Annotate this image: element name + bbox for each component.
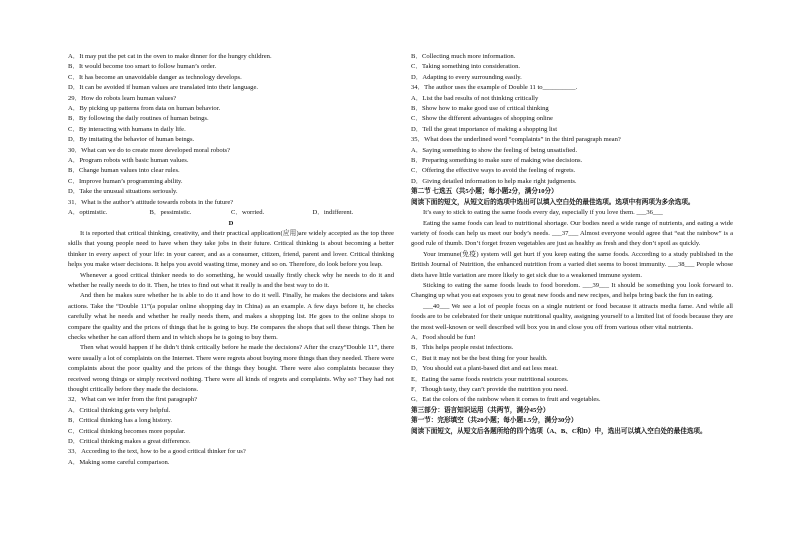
q29-option-d: D．By imitating the behavior of human beings.: [68, 136, 195, 144]
passage-d-paragraph-2: Whenever a good critical thinker needs to do something, he would usually firstly check why he needs to do it and whether he really needs to do it. Then, he tries to find out what it really is and the best way to do it.: [68, 271, 394, 289]
cloze-paragraph-4: Sticking to eating the same foods leads to food boredom. ___39___ It should be something you look forward to. Changing up what you eat exposes you to great new foods and new recipes, and helps bring back the fun in eating.: [411, 281, 733, 300]
q29-option-b: B．By following the daily routines of human beings.: [68, 115, 209, 123]
passage-d-heading: D: [228, 219, 234, 227]
cloze-option-f: F．Though tasty, they can’t provide the nutrition you need.: [411, 386, 568, 393]
q34-option-c: C．Show the different advantages of shopping online: [411, 115, 553, 123]
passage-d-paragraph-4: Then what would happen if he didn’t think critically before he made the decisions? After the crazy“Double 11”, there were usually a lot of complaints on the Internet. There were regrets about buying more things than they needed. There were complaints about the poor quality and the prices of the things they bought. There were also complaints because they received wrong things or simply received nothing. There were all kinds of regrets and complaints. Why so? They had not thought critically before they made the decisions.: [68, 344, 394, 393]
q28-option-d: D．It can be avoided if human values are translated into their language.: [68, 84, 259, 92]
part3-instructions: 阅读下面短文，从短文后各题所给的四个选项（A、B、C和D）中，选出可以填入空白处的最佳选项。: [411, 427, 707, 435]
q33-option-b: B．Collecting much more information.: [411, 53, 516, 60]
q30-option-c: C．Improve human’s programming ability.: [68, 177, 183, 185]
part3-sub-heading: 第一节：完形填空（共20小题；每小题1.5分，满分30分）: [411, 417, 578, 425]
cloze-paragraph-2: Eating the same foods can lead to nutritional shortage. Our bodies need a wide range of nutrients, and eating a wide variety of foods can help us meet our body’s needs. ___37___ Almost everyone would agree that “eat the rainbow” is a good rule of thumb. Don’t forget frozen vegetables are just as healthy as fresh and they don’t spoil as quickly.: [411, 219, 733, 248]
passage-d-paragraph-3: And then he makes sure whether he is able to do it and how to do it well. Finally, he makes the decisions and takes actions. Take the “Double 11”(a popular online shopping day in China) as an example. A few days before it, he checks carefully what he needs and whether he really needs them, and makes a shopping list. He goes to the online shops to compare the quality and the prices of things that he is going to buy. He compares the shops that sell these things. Then he checks whether he can afford them and in which shops he is going to buy them.: [68, 292, 394, 341]
q29-stem: 29．How do robots learn human values?: [68, 94, 177, 102]
cloze-option-a: A．Food should be fun!: [411, 333, 476, 341]
q31-options: [68, 208, 394, 218]
q30-stem: 30．What can we do to create more developed moral robots?: [68, 146, 231, 154]
q30-option-b: B．Change human values into clear rules.: [68, 167, 180, 175]
q34-stem: 34．The author uses the example of Double 11 to__________.: [411, 84, 578, 92]
cloze-paragraph-5: ___40___ We see a lot of people focus on a single nutrient or food because it attracts media fame. And while all foods are to be celebrated for their unique nutritional quality, assigning yourself to a limited list of foods because they are the most well-known or well described will box you in and close you off from various other vital nutrients.: [411, 302, 733, 331]
q29-option-c: C．By interacting with humans in daily life.: [68, 125, 186, 133]
right-column: [411, 52, 733, 437]
cloze-paragraph-1: It’s easy to stick to eating the same foods every day, especially if you love them. ___36___: [423, 209, 663, 217]
q34-option-d: D．Tell the great importance of making a shopping list: [411, 125, 558, 133]
q29-option-a: A．By picking up patterns from data on human behavior.: [68, 105, 221, 113]
q34-option-b: B．Show how to make good use of critical thinking: [411, 105, 549, 113]
cloze-paragraph-3: Your immune(免疫) system will get hurt if you keep eating the same foods. According to a study published in the British Journal of Nutrition, the enhanced nutrition from a varied diet seems to boost immunity. ___38___ People whose diets have little variation are more likely to get sick due to a weakened immune system.: [411, 250, 733, 279]
q31-option-c: C．worried.: [231, 209, 265, 217]
q28-option-a: A．It may put the pet cat in the oven to make dinner for the hungry children.: [68, 53, 272, 60]
q31-option-b: B．pessimistic.: [149, 209, 192, 217]
cloze-option-c: C．But it may not be the best thing for your health.: [411, 354, 548, 362]
q33-option-a: A．Making some careful comparison.: [68, 458, 170, 466]
q33-option-d: D．Adapting to every surrounding easily.: [411, 73, 522, 81]
q32-option-b: B．Critical thinking has a long history.: [68, 417, 172, 425]
q28-option-b: B．It would become too smart to follow human’s order.: [68, 63, 217, 71]
cloze-option-e: E．Eating the same foods restricts your nutritional sources.: [411, 375, 569, 383]
q30-option-a: A．Program robots with basic human values.: [68, 157, 189, 165]
q33-stem: 33．According to the text, how to be a good critical thinker for us?: [68, 448, 246, 456]
cloze-option-g: G．Eat the colors of the rainbow when it comes to fruit and vegetables.: [411, 396, 601, 404]
q35-option-b: B．Preparing something to make sure of making wise decisions.: [411, 157, 583, 165]
q35-option-d: D．Giving detailed information to help make right judgments.: [411, 177, 577, 185]
q31-option-d: D．indifferent.: [312, 209, 354, 217]
q33-option-c: C．Taking something into consideration.: [411, 63, 521, 71]
part3-heading: 第三部分：语言知识运用（共两节，满分45分）: [411, 406, 550, 414]
q35-stem: 35．What does the underlined word “complaints” in the third paragraph mean?: [411, 136, 621, 144]
q35-option-a: A．Saying something to show the feeling of being unsatisfied.: [411, 146, 578, 154]
q32-stem: 32．What can we infer from the first paragraph?: [68, 396, 198, 404]
q32-option-a: A．Critical thinking gets very helpful.: [68, 406, 171, 414]
cloze-option-d: D．You should eat a plant-based diet and eat less meat.: [411, 365, 558, 373]
q32-option-c: C．Critical thinking becomes more popular.: [68, 427, 186, 435]
q28-option-c: C．It has become an unavoidable danger as technology develops.: [68, 73, 242, 81]
q31-stem: 31．What is the author’s attitude towards robots in the future?: [68, 198, 234, 206]
q31-option-a: A．optimistic.: [68, 209, 108, 217]
q30-option-d: D．Take the unusual situations seriously.: [68, 188, 178, 196]
section2-heading: 第二节 七选五（共5小题；每小题2分，满分10分）: [411, 188, 558, 196]
q32-option-d: D．Critical thinking makes a great difference.: [68, 438, 191, 446]
passage-d-paragraph-1: It is reported that critical thinking, creativity, and their practical application(应用)are widely accepted as the top three skills that young people need to have when they take jobs in their future. Critical thinking is about becoming a better thinker in every aspect of your life: in your career, and as a consumer, citizen, friend, parent and lover. Critical thinking helps you make wiser decisions. It helps you avoid wasting time, money and so on. Therefore, do look before you leap.: [68, 229, 394, 269]
q35-option-c: C．Offering the effective ways to avoid the feeling of regrets.: [411, 167, 576, 175]
q34-option-a: A．List the bad results of not thinking critically: [411, 94, 539, 102]
cloze-option-b: B．This helps people resist infections.: [411, 344, 514, 352]
left-column: [68, 52, 394, 468]
section2-instructions: 阅读下面的短文，从短文后的选项中选出可以填入空白处的最佳选项。选项中有两项为多余选项。: [411, 198, 695, 206]
